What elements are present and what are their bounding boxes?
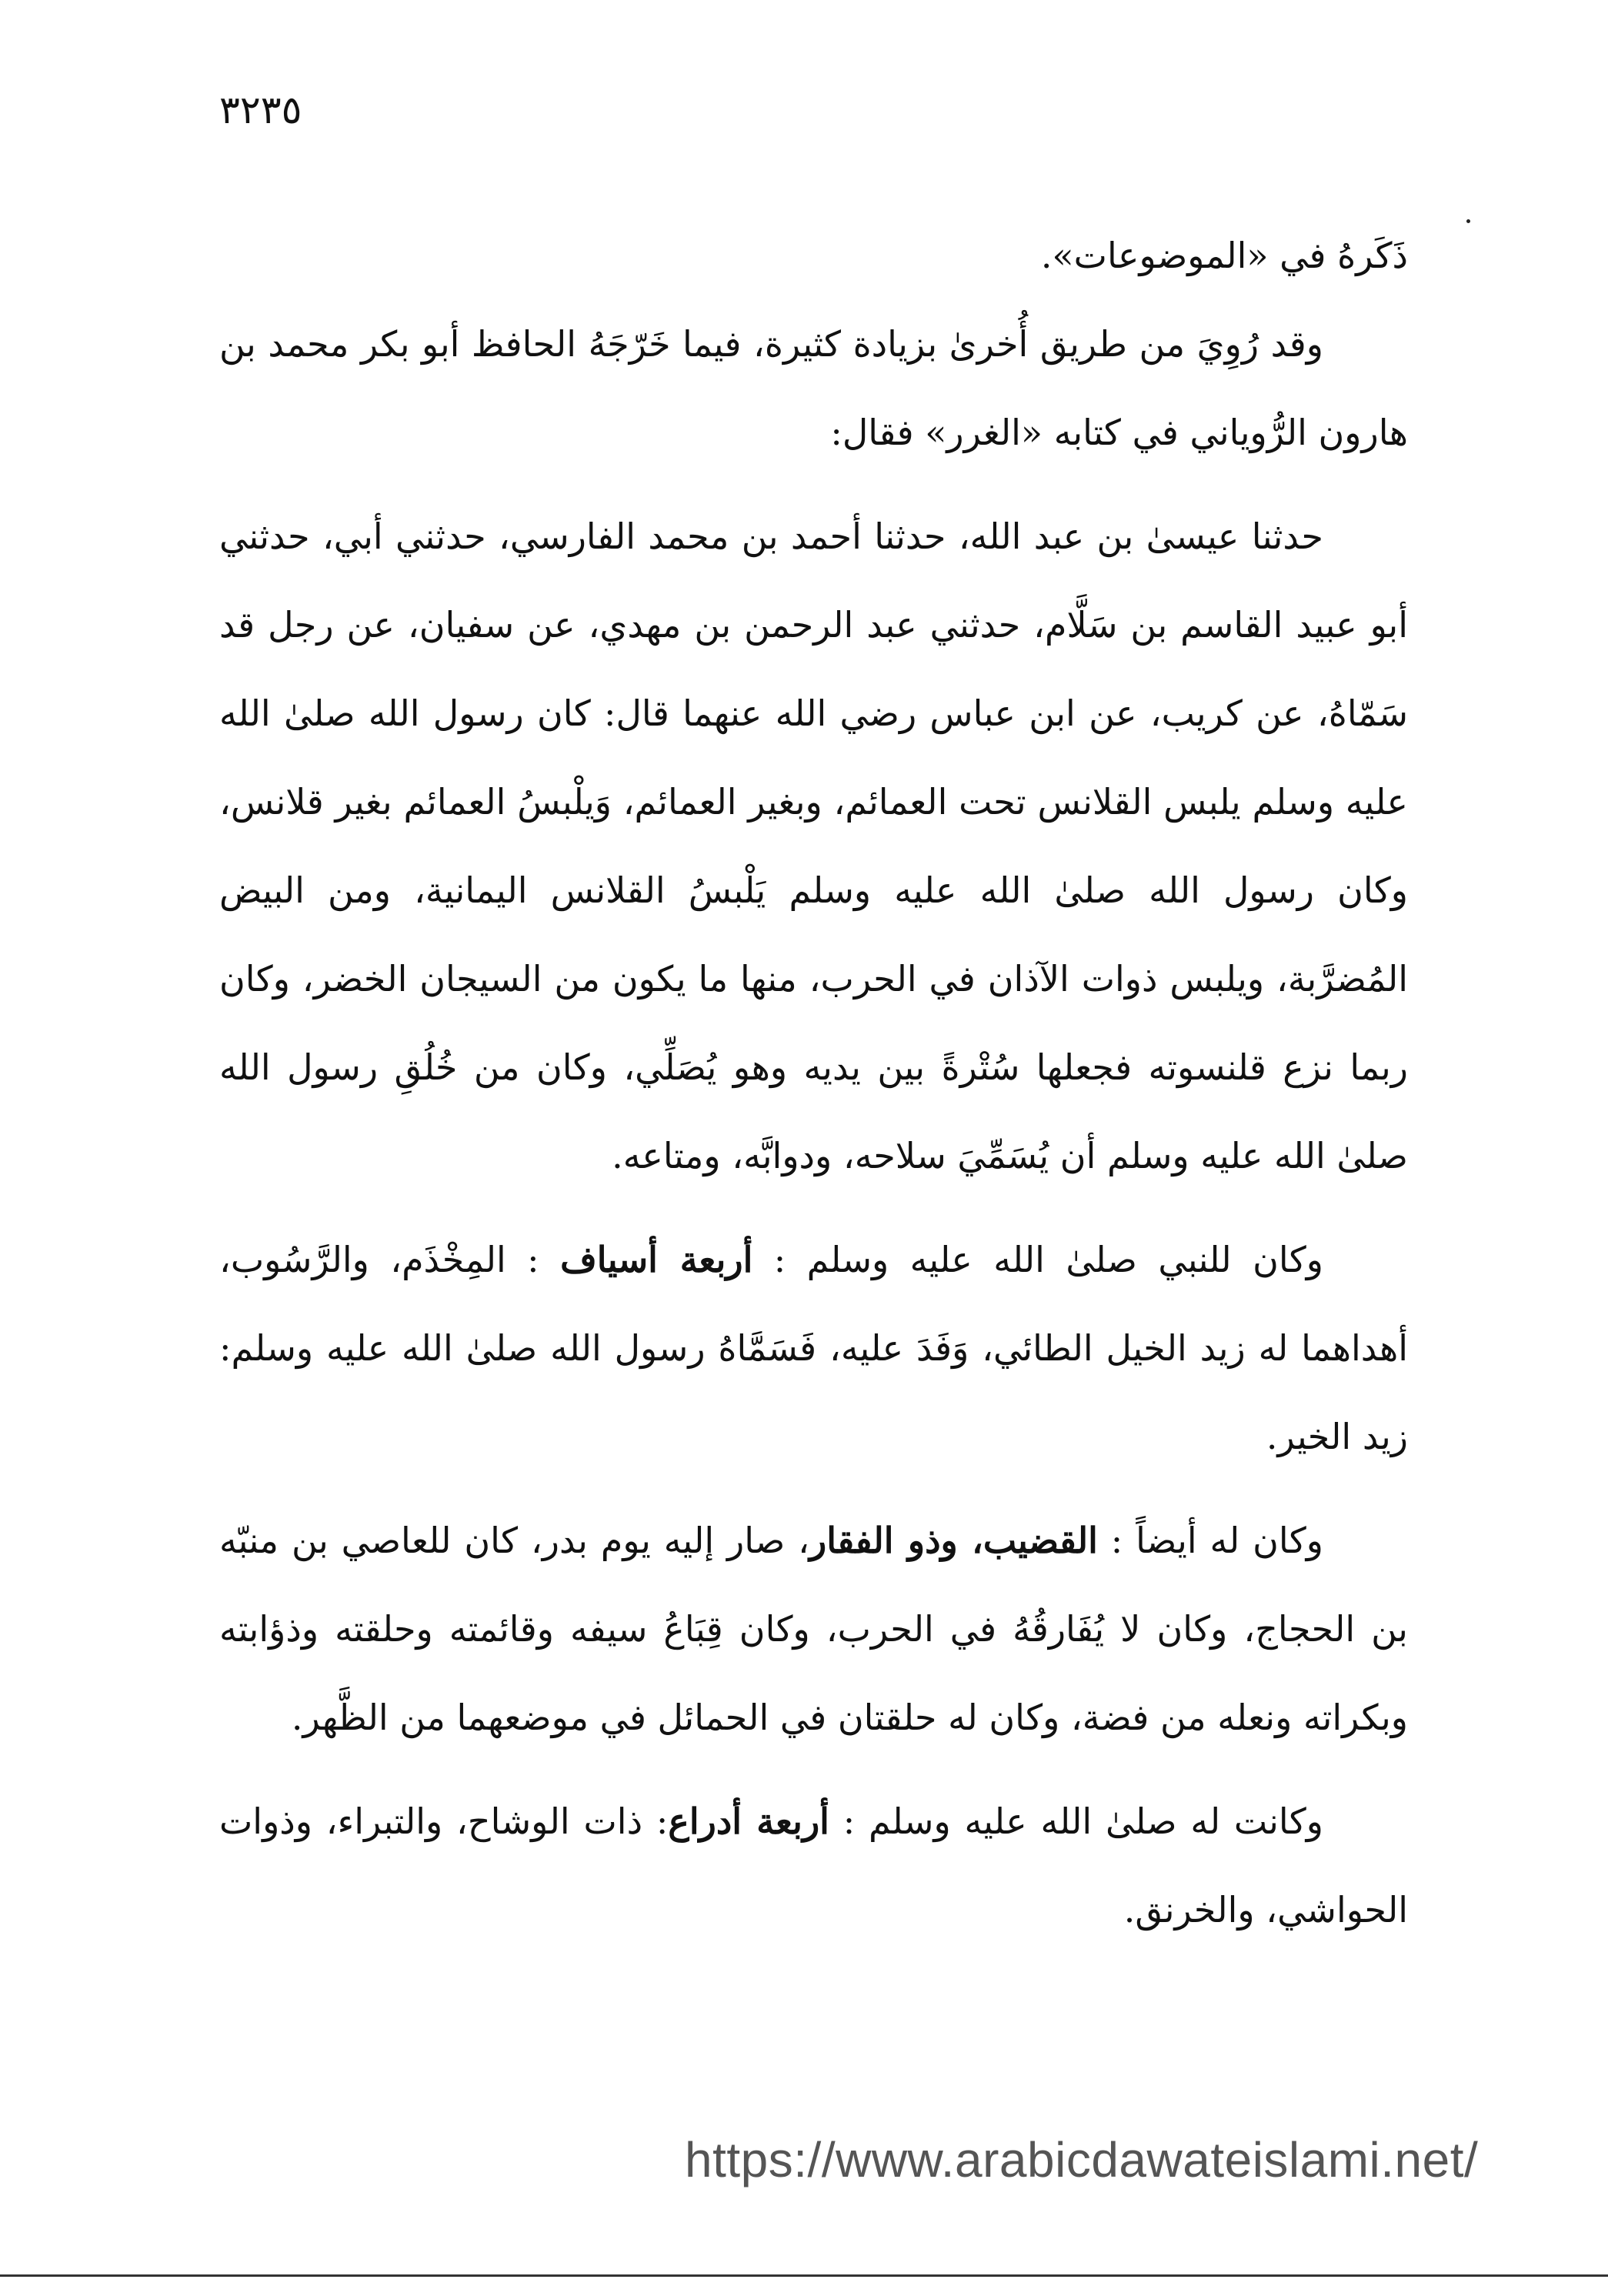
swords-lead: وكان للنبي صلىٰ الله عليه وسلم : bbox=[752, 1239, 1323, 1280]
scan-speck bbox=[1466, 219, 1470, 223]
swords-heading: أربعة أسياف bbox=[560, 1239, 753, 1280]
footer-rule bbox=[0, 2274, 1608, 2277]
armor-tail: : ذات الوشاح، والتبراء، وذوات الحواشي، والخرنق. bbox=[219, 1800, 1408, 1931]
armor-heading: أربعة أدراع bbox=[668, 1800, 829, 1842]
watermark-url: https://www.arabicdawateislami.net/ bbox=[685, 2132, 1479, 2188]
armor-paragraph bbox=[219, 1777, 1408, 1954]
dhulfiqar-heading: القضيب، وذو الفقار bbox=[809, 1520, 1098, 1561]
page-body bbox=[219, 212, 1408, 1954]
paragraph-2: وقد رُوِيَ من طريق أُخرىٰ بزيادة كثيرة، فيما خَرّجَهُ الحافظ أبو بكر محمد بن هارون الرُّوياني في كتابه «الغرر» فقال: bbox=[219, 323, 1408, 453]
dhulfiqar-paragraph bbox=[219, 1497, 1408, 1762]
swords-paragraph bbox=[219, 1216, 1408, 1481]
dhulfiqar-tail: ، صار إليه يوم بدر، كان للعاصي بن منبّه بن الحجاج، وكان لا يُفَارقُهُ في الحرب، وكان قِبَاعُ سيفه وقائمته وحلقته وذؤابته وبكراته ونعله من فضة، وكان له حلقتان في الحمائل في موضعهما من الظَّهر. bbox=[219, 1520, 1408, 1738]
hadith-paragraph: حدثنا عيسىٰ بن عبد الله، حدثنا أحمد بن محمد الفارسي، حدثني أبي، حدثني أبو عبيد القاسم بن سَلَّام، حدثني عبد الرحمن بن مهدي، عن سفيان، عن رجل قد سَمّاهُ، عن كريب، عن ابن عباس رضي الله عنهما قال: كان رسول الله صلىٰ الله عليه وسلم يلبس القلانس تحت العمائم، وبغير العمائم، وَيلْبسُ العمائم بغير قلانس، وكان رسول الله صلىٰ الله عليه وسلم يَلْبسُ القلانس اليمانية، ومن البيض المُضرَّبة، ويلبس ذوات الآذان في الحرب، منها ما يكون من السيجان الخضر، وكان ربما نزع قلنسوته فجعلها سُتْرةً بين يديه وهو يُصَلِّي، وكان من خُلُقِ رسول الله صلىٰ الله عليه وسلم أن يُسَمِّيَ سلاحه، ودوابَّه، ومتاعه. bbox=[219, 516, 1409, 1176]
paragraph-1: ذَكَرهُ في «الموضوعات». bbox=[1040, 235, 1408, 276]
dhulfiqar-lead: وكان له أيضاً : bbox=[1097, 1520, 1324, 1561]
page-number: ٣٢٣٥ bbox=[219, 88, 302, 132]
armor-lead: وكانت له صلىٰ الله عليه وسلم : bbox=[829, 1800, 1324, 1842]
swords-tail: : المِخْذَم، والرَّسُوب، أهداهما له زيد الخيل الطائي، وَفَدَ عليه، فَسَمَّاهُ رسول الله صلىٰ الله عليه وسلم: زيد الخير. bbox=[219, 1239, 1408, 1457]
